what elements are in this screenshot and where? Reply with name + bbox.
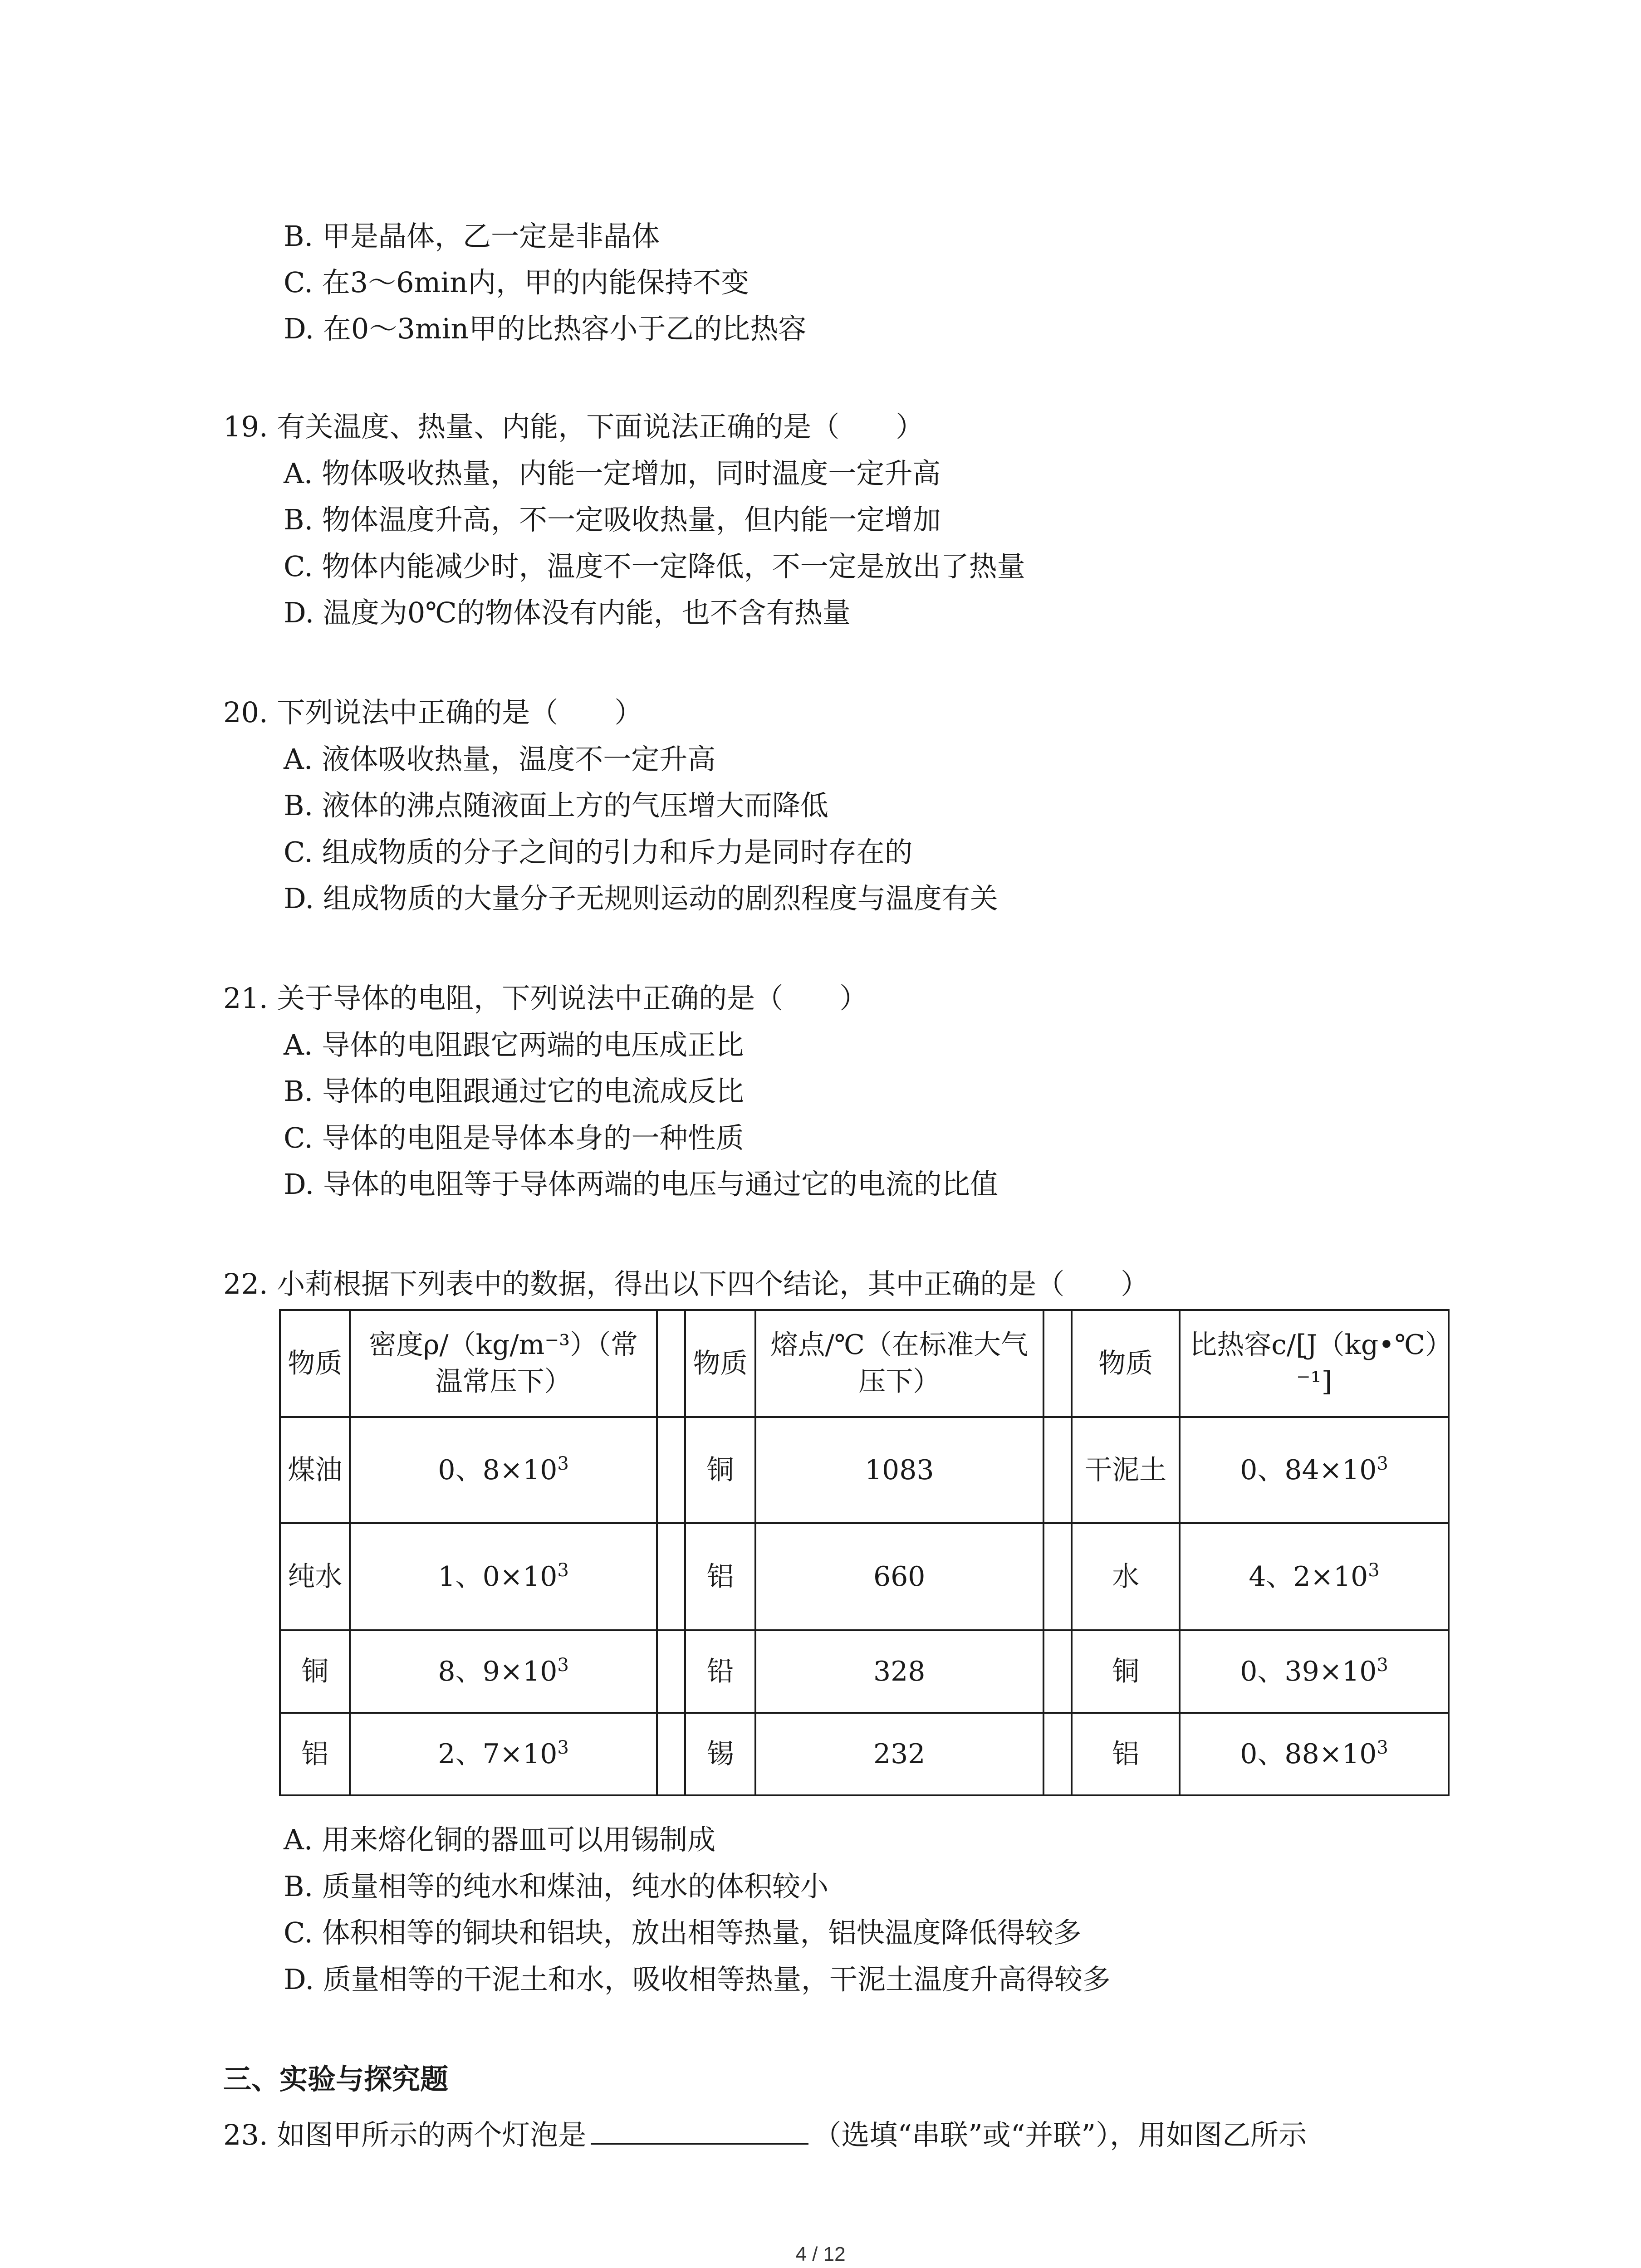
q18-option-d: D. 在0～3min甲的比热容小于乙的比热容 (284, 312, 807, 345)
column-gap (657, 1417, 686, 1523)
q22-option-a: A. 用来熔化铜的器皿可以用锡制成 (284, 1823, 716, 1856)
cell-material: 铜 (685, 1417, 755, 1523)
column-gap (1043, 1713, 1072, 1795)
q22-option-c: C. 体积相等的铜块和铝块，放出相等热量，铝快温度降低得较多 (284, 1916, 1082, 1949)
table-row (280, 1417, 1449, 1523)
cell-melting-point: 328 (755, 1630, 1043, 1713)
data-table (279, 1309, 1450, 1796)
q20-option-d: D. 组成物质的大量分子无规则运动的剧烈程度与温度有关 (284, 882, 998, 915)
cell-melting-point: 660 (755, 1523, 1043, 1630)
q23-stem-part-2: （选填“串联”或“并联”），用如图乙所示 (813, 2118, 1307, 2151)
cell-material: 铜 (280, 1630, 350, 1713)
cell-material: 水 (1072, 1523, 1180, 1630)
cell-density: 1、$0\times 10^3$ (350, 1523, 656, 1630)
table-header-row (280, 1310, 1449, 1417)
q23-stem-part-1: 23. 如图甲所示的两个灯泡是 (223, 2118, 587, 2151)
header-specific-heat: 比热容c/[J（kg•℃）⁻¹] (1180, 1310, 1449, 1417)
q19-option-a: A. 物体吸收热量，内能一定增加，同时温度一定升高 (284, 457, 941, 490)
cell-material: 铝 (280, 1713, 350, 1795)
cell-density: 8、$9\times 10^3$ (350, 1630, 656, 1713)
q19-option-c: C. 物体内能减少时，温度不一定降低，不一定是放出了热量 (284, 550, 1025, 583)
column-gap (657, 1523, 686, 1630)
column-gap (1043, 1630, 1072, 1713)
header-material-2: 物质 (685, 1310, 755, 1417)
answer-blank[interactable] (591, 2117, 808, 2145)
q22-option-b: B. 质量相等的纯水和煤油，纯水的体积较小 (284, 1870, 828, 1903)
cell-material: 铅 (685, 1630, 755, 1713)
cell-specific-heat: 0、$84\times 10^3$ (1180, 1417, 1449, 1523)
q20-stem: 20. 下列说法中正确的是（ ） (223, 696, 643, 729)
q20-option-a: A. 液体吸收热量，温度不一定升高 (284, 743, 716, 776)
cell-density: 0、$8\times 10^3$ (350, 1417, 656, 1523)
column-gap (657, 1310, 686, 1417)
q21-option-b: B. 导体的电阻跟通过它的电流成反比 (284, 1075, 744, 1108)
header-material-1: 物质 (280, 1310, 350, 1417)
cell-material: 煤油 (280, 1417, 350, 1523)
column-gap (1043, 1310, 1072, 1417)
cell-material: 铝 (685, 1523, 755, 1630)
cell-density: 2、$7\times 10^3$ (350, 1713, 656, 1795)
table-row (280, 1630, 1449, 1713)
cell-material: 纯水 (280, 1523, 350, 1630)
column-gap (1043, 1523, 1072, 1630)
header-material-3: 物质 (1072, 1310, 1180, 1417)
cell-melting-point: 232 (755, 1713, 1043, 1795)
cell-material: 干泥土 (1072, 1417, 1180, 1523)
page-number: 4 / 12 (795, 2243, 846, 2265)
section-heading: 三、实验与探究题 (223, 2063, 449, 2096)
q20-option-c: C. 组成物质的分子之间的引力和斥力是同时存在的 (284, 836, 913, 869)
table-row (280, 1523, 1449, 1630)
header-density: 密度ρ/（kg/m⁻³）（常温常压下） (350, 1310, 656, 1417)
q19-stem: 19. 有关温度、热量、内能，下面说法正确的是（ ） (223, 410, 924, 443)
cell-specific-heat: 0、$39\times 10^3$ (1180, 1630, 1449, 1713)
cell-material: 锡 (685, 1713, 755, 1795)
column-gap (1043, 1417, 1072, 1523)
cell-specific-heat: 0、$88\times 10^3$ (1180, 1713, 1449, 1795)
q18-option-b: B. 甲是晶体，乙一定是非晶体 (284, 220, 660, 253)
q22-option-d: D. 质量相等的干泥土和水，吸收相等热量，干泥土温度升高得较多 (284, 1963, 1111, 1996)
column-gap (657, 1713, 686, 1795)
q20-option-b: B. 液体的沸点随液面上方的气压增大而降低 (284, 789, 828, 822)
q19-option-b: B. 物体温度升高，不一定吸收热量，但内能一定增加 (284, 503, 941, 536)
cell-material: 铝 (1072, 1713, 1180, 1795)
q21-stem: 21. 关于导体的电阻，下列说法中正确的是（ ） (223, 982, 868, 1015)
q21-option-c: C. 导体的电阻是导体本身的一种性质 (284, 1121, 744, 1154)
cell-specific-heat: 4、$2\times 10^3$ (1180, 1523, 1449, 1630)
cell-melting-point: 1083 (755, 1417, 1043, 1523)
q21-option-d: D. 导体的电阻等于导体两端的电压与通过它的电流的比值 (284, 1168, 998, 1201)
column-gap (657, 1630, 686, 1713)
q21-option-a: A. 导体的电阻跟它两端的电压成正比 (284, 1028, 744, 1061)
header-melting-point: 熔点/℃（在标准大气压下） (755, 1310, 1043, 1417)
q23-stem (223, 2117, 1307, 2149)
q22-stem: 22. 小莉根据下列表中的数据，得出以下四个结论，其中正确的是（ ） (223, 1267, 1149, 1300)
q19-option-d: D. 温度为0℃的物体没有内能，也不含有热量 (284, 596, 851, 629)
q18-option-c: C. 在3～6min内，甲的内能保持不变 (284, 266, 749, 299)
table-row (280, 1713, 1449, 1795)
cell-material: 铜 (1072, 1630, 1180, 1713)
